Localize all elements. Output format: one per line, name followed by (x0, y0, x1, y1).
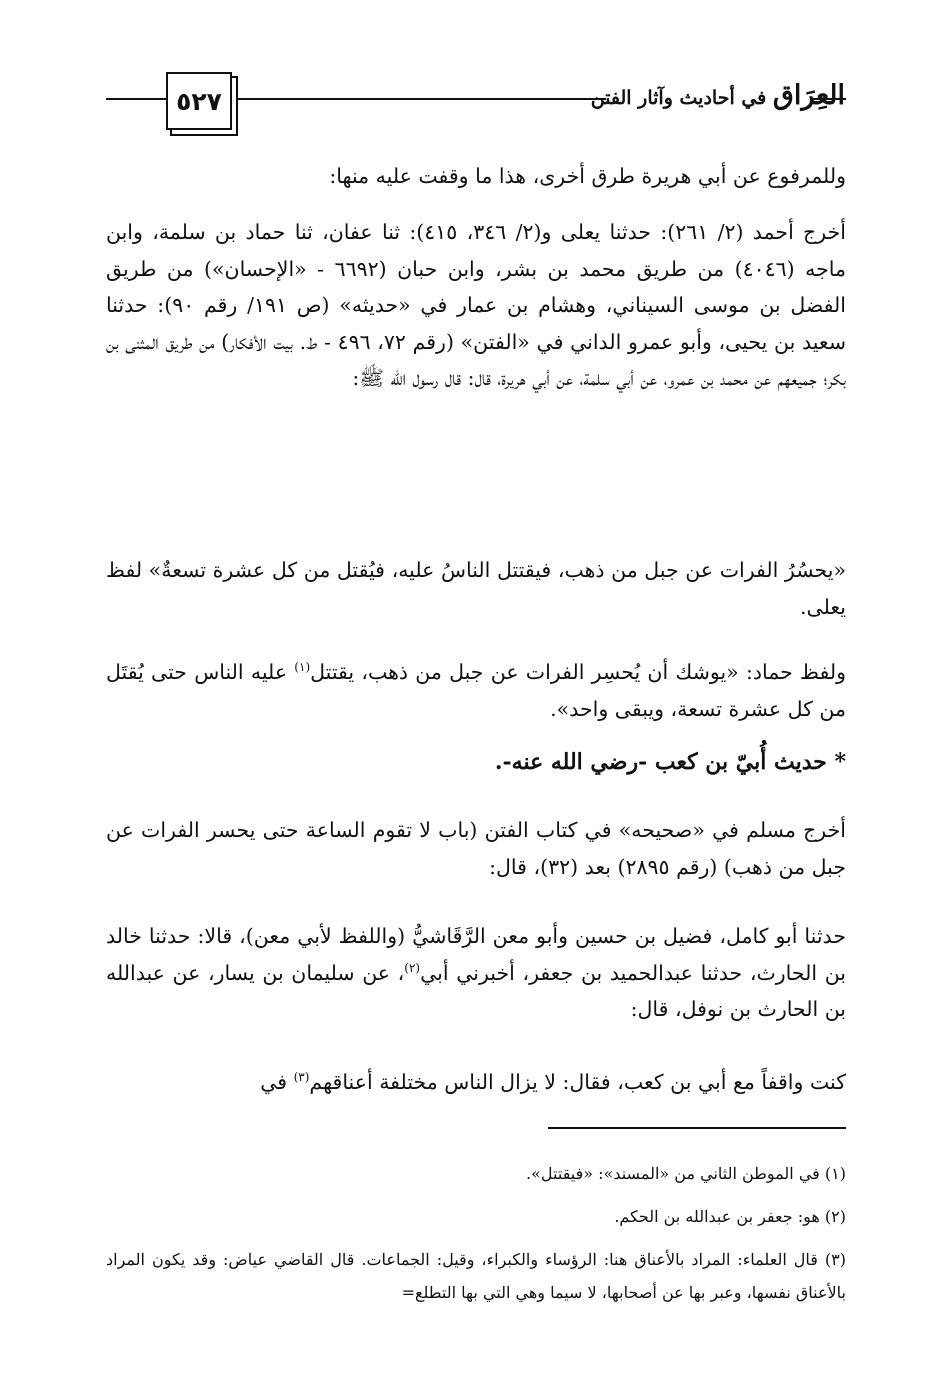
paragraph-2: أخرج أحمد (٢/ ٢٦١): حدثنا يعلى و(٢/ ٣٤٦، ٤١٥): ثنا عفان، ثنا حماد بن سلمة، وابن ماجه (٤٠٤٦) من طريق محمد بن بشر، وابن حبان (٦٦٩٢ - «الإحسان») من طريق الفضل بن موسى السيناني، وهشام بن عمار في «حديثه» (ص ١٩١/ رقم ٩٠): حدثنا سعيد بن يحيى، وأبو عمرو الداني في «الفتن» (رقم ٧٢، ٤٩٦ - ط. بيت الأفكار) من طريق المثنى بن بكر؛ جميعهم عن محمد بن عمرو، عن أبي سلمة، عن أبي هريرة، قال: قال رسول الله ﷺ: (106, 220, 847, 391)
footnote-3: (٣) قال العلماء: المراد بالأعناق هنا: الرؤساء والكبراء، وقيل: الجماعات. قال القاضي عياض: وقد يكون المراد بالأعناق نفسها، وعبر بها عن أصحابها، لا سيما وهي التي بها التطلع= (106, 1250, 846, 1302)
footnote-2: (٢) هو: جعفر بن عبدالله بن الحكم. (614, 1207, 846, 1226)
footnote-ref-3: (٣) (293, 1070, 310, 1085)
paragraph-8-part-b: في (260, 1070, 294, 1094)
header-rule-middle (236, 98, 606, 100)
book-title (590, 76, 845, 116)
section-heading: * حديث أُبيّ بن كعب -رضي الله عنه-. (494, 749, 846, 775)
paragraph-7-part-a: حدثنا أبو كامل، فضيل بن حسين وأبو معن الرَّقَاشيُّ (واللفظ لأبي معن)، قالا: حدثنا خالد بن الحارث، حدثنا عبدالحميد بن جعفر، أخبرني أبي (106, 924, 846, 985)
header-rule-left (106, 98, 166, 100)
page-number: ٥٢٧ (166, 72, 232, 130)
footnote-ref-1: (١) (294, 660, 311, 675)
paragraph-4-part-a: ولفظ حماد: «يوشك أن يُحسِر الفرات عن جبل من ذهب، يقتتل (310, 660, 846, 684)
paragraph-8-part-a: كنت واقفاً مع أبي بن كعب، فقال: لا يزال الناس مختلفة أعناقهم (309, 1070, 846, 1094)
footnote-1: (١) في الموطن الثاني من «المسند»: «فيقتتل». (526, 1164, 846, 1183)
paragraph-7 (106, 918, 846, 1028)
paragraph-7-part-b: ، عن سليمان بن يسار، عن عبدالله بن الحارث بن نوفل، قال: (106, 960, 846, 1022)
paragraph-4-part-b: عليه الناس حتى يُقتَل من كل عشرة تسعة، ويبقى واحد». (106, 660, 846, 721)
paragraph-8 (106, 1064, 846, 1101)
book-title-rest: في أحاديث وآثار الفتن (590, 87, 767, 109)
paragraph-1: وللمرفوع عن أبي هريرة طرق أخرى، هذا ما وقفت عليه منها: (329, 164, 846, 188)
paragraph-6: أخرج مسلم في «صحيحه» في كتاب الفتن (باب لا تقوم الساعة حتى يحسر الفرات عن جبل من ذهب) (رقم ٢٨٩٥) بعد (٣٢)، قال: (106, 818, 846, 879)
footnote-ref-2: (٢) (404, 960, 421, 975)
book-title-main: العِرَاق (772, 80, 845, 111)
footnote-separator (548, 1127, 846, 1129)
paragraph-4 (106, 654, 846, 727)
paragraph-3: «يحسُرُ الفرات عن جبل من ذهب، فيقتتل الناسُ عليه، فيُقتل من كل عشرة تسعةٌ» لفظ يعلى. (106, 558, 846, 619)
